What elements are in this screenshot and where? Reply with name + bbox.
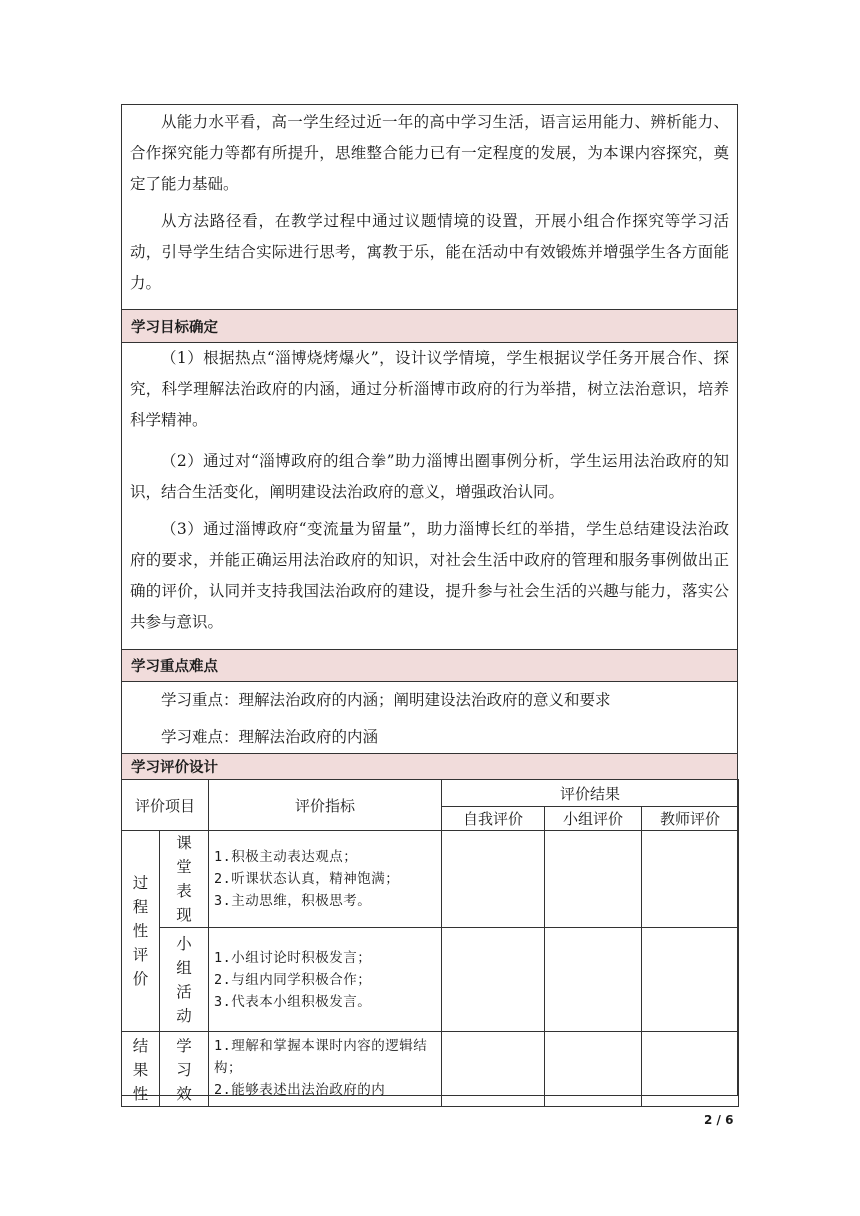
- header-eval-item: 评价项目: [122, 780, 209, 831]
- evaluation-table: [121, 779, 739, 1107]
- indicator-line: 1.小组讨论时积极发言；: [214, 949, 372, 966]
- self-eval-cell[interactable]: [442, 831, 545, 928]
- objective-item: （1）根据热点“淄博烧烤爆火”，设计议学情境，学生根据议学任务开展合作、探究，科学理解法治政府的内涵，通过分析淄博市政府的行为举措，树立法治意识，培养科学精神。: [130, 349, 729, 429]
- group-eval-cell[interactable]: [545, 831, 642, 928]
- document-frame: [121, 104, 738, 1103]
- indicator-cell: [209, 831, 442, 928]
- keypoints-section: [122, 685, 737, 753]
- process-eval-text: 过程性评价: [132, 874, 149, 988]
- evaluation-header: 学习评价设计: [122, 753, 737, 780]
- result-eval-label: [122, 1032, 160, 1107]
- indicator-line: 2.听课状态认真，精神饱满；: [214, 871, 400, 887]
- key-difficulty: 学习难点：理解法治政府的内涵: [161, 728, 379, 746]
- header-group-eval: 小组评价: [545, 807, 642, 831]
- ability-paragraph-2: 从方法路径看，在教学过程中通过议题情境的设置，开展小组合作探究等学习活动，引导学生结合实际进行思考，寓教于乐，能在活动中有效锻炼并增强学生各方面能力。: [130, 212, 729, 292]
- header-self-eval: 自我评价: [442, 807, 545, 831]
- keypoints-header: 学习重点难点: [122, 649, 737, 682]
- indicator-line: 3.主动思维，积极思考。: [214, 893, 372, 909]
- sub-learning-effect: [160, 1032, 209, 1107]
- indicator-cell: [209, 928, 442, 1032]
- page-number: 2 / 6: [704, 1113, 734, 1127]
- header-teacher-eval: 教师评价: [642, 807, 739, 831]
- sub-class-performance: [160, 831, 209, 928]
- result-eval-text: 结果性: [132, 1037, 149, 1103]
- objectives-list: [122, 343, 737, 638]
- teacher-eval-cell[interactable]: [642, 928, 739, 1032]
- objectives-header: 学习目标确定: [122, 309, 737, 343]
- sub-class-performance-text: 课堂表现: [176, 834, 192, 924]
- group-eval-cell[interactable]: [545, 928, 642, 1032]
- objective-item: （3）通过淄博政府“变流量为留量”，助力淄博长红的举措，学生总结建设法治政府的要求，并能正确运用法治政府的知识，对社会生活中政府的管理和服务事例做出正确的评价，认同并支持我国法治政府的建设，提升参与社会生活的兴趣与能力，落实公共参与意识。: [130, 520, 729, 631]
- sub-group-activity: [160, 928, 209, 1032]
- indicator-line: 1.理解和掌握本课时内容的逻辑结构；: [214, 1038, 428, 1076]
- sub-group-activity-text: 小组活动: [176, 934, 192, 1025]
- sub-learning-effect-text: 学习效: [176, 1037, 192, 1103]
- self-eval-cell[interactable]: [442, 928, 545, 1032]
- indicator-line: 2.能够表述出法治政府的内: [214, 1082, 386, 1098]
- header-indicator: 评价指标: [209, 780, 442, 831]
- header-result: 评价结果: [442, 780, 739, 807]
- group-eval-cell[interactable]: [545, 1032, 642, 1107]
- teacher-eval-cell[interactable]: [642, 831, 739, 928]
- objective-item: （2）通过对“淄博政府的组合拳”助力淄博出圈事例分析，学生运用法治政府的知识，结合生活变化，阐明建设法治政府的意义，增强政治认同。: [130, 452, 729, 501]
- process-eval-label: [122, 831, 160, 1032]
- indicator-line: 1.积极主动表达观点；: [214, 849, 358, 865]
- ability-section: [122, 107, 737, 299]
- key-focus: 学习重点：理解法治政府的内涵；阐明建设法治政府的意义和要求: [161, 691, 611, 709]
- ability-paragraph-1: 从能力水平看，高一学生经过近一年的高中学习生活，语言运用能力、辨析能力、合作探究能力等都有所提升，思维整合能力已有一定程度的发展，为本课内容探究，奠定了能力基础。: [130, 113, 729, 193]
- indicator-cell: [209, 1032, 442, 1107]
- teacher-eval-cell[interactable]: [642, 1032, 739, 1107]
- indicator-line: 2.与组内同学积极合作；: [214, 971, 372, 988]
- self-eval-cell[interactable]: [442, 1032, 545, 1107]
- indicator-line: 3.代表本小组积极发言。: [214, 993, 372, 1010]
